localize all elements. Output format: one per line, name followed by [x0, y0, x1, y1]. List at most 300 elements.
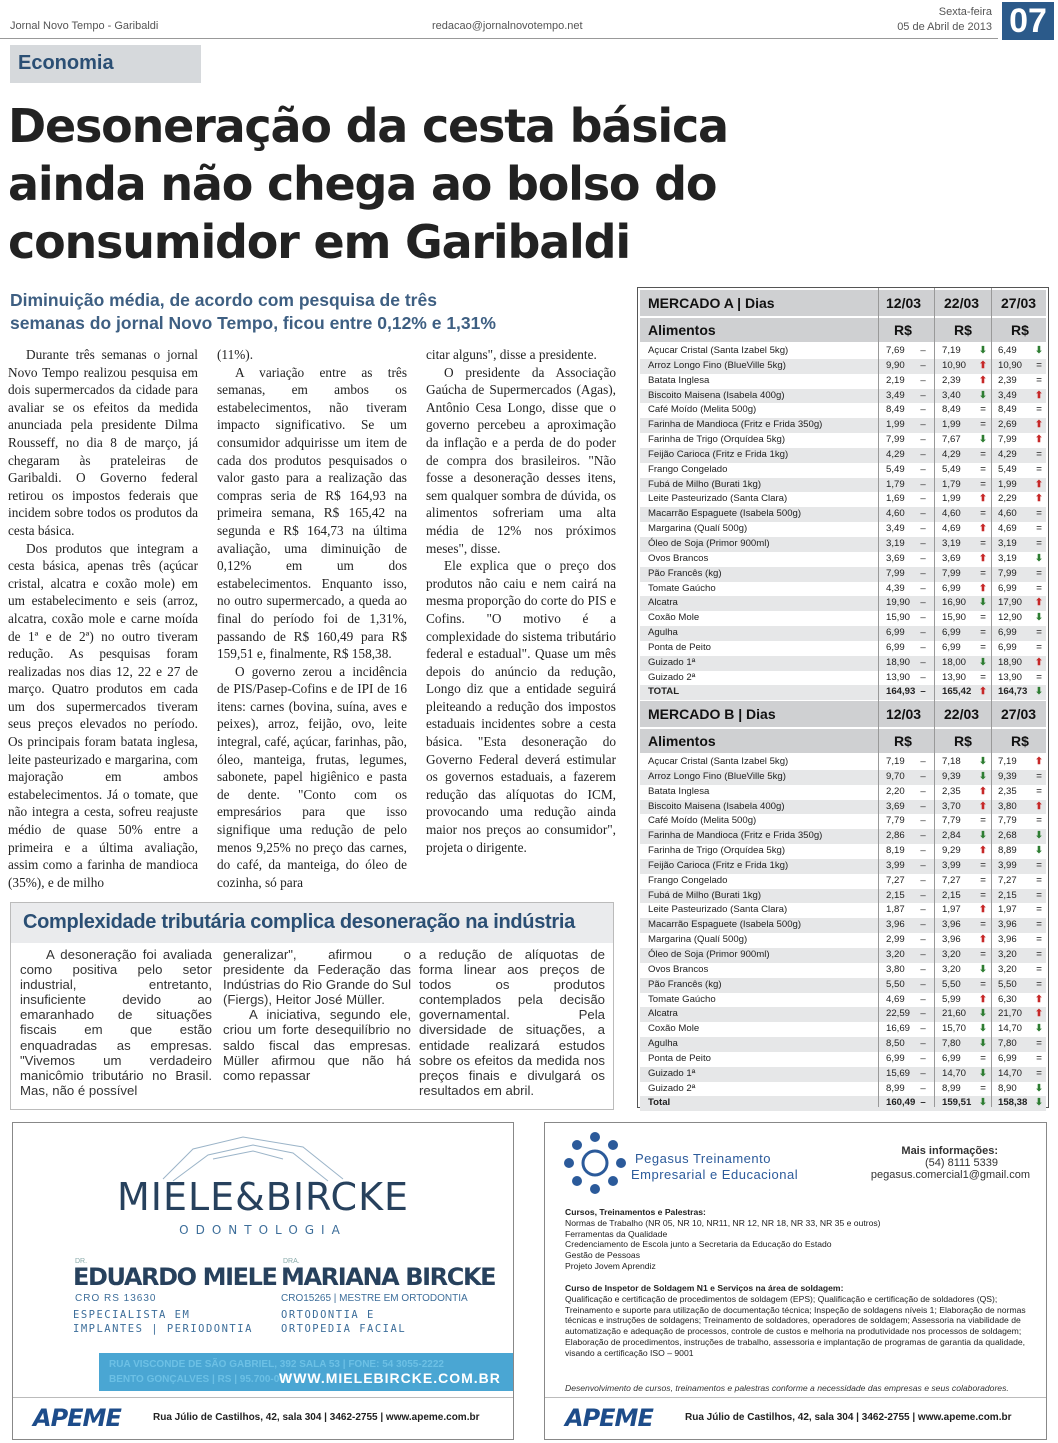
- equal-icon: =: [1036, 978, 1042, 990]
- column-date-2: 22/03: [944, 295, 980, 311]
- equal-icon: =: [1036, 508, 1042, 520]
- doctor-cro: CRO15265 | MESTRE EM ORTODONTIA: [281, 1293, 468, 1304]
- table-header: [640, 701, 1046, 727]
- trend-marker: –: [920, 597, 926, 609]
- price-22-03: 15,70: [942, 1023, 967, 1035]
- price-12-03: 13,90: [886, 671, 911, 683]
- trend-marker: –: [920, 904, 926, 916]
- arrow-down-icon: ⬇: [978, 1023, 988, 1035]
- item-name: Alcatra: [648, 1008, 678, 1020]
- table-row: [640, 800, 1046, 815]
- price-27-03: 3,96: [998, 919, 1017, 931]
- item-name: Coxão Mole: [648, 1023, 700, 1035]
- trend-marker: –: [920, 656, 926, 668]
- price-12-03: 7,99: [886, 434, 905, 446]
- price-12-03: 2,99: [886, 934, 905, 946]
- brand-name: MIELE&BIRCKE: [116, 1175, 410, 1219]
- sidebar-paragraph: A iniciativa, segundo ele, criou um forte desequilíbrio no saldo fiscal das empresas. Müller afirmou que não há como repassar: [223, 1007, 411, 1083]
- item-name: Café Moído (Melita 500g): [648, 815, 757, 827]
- trend-marker: –: [920, 419, 926, 431]
- price-27-03: 2,39: [998, 374, 1017, 386]
- item-name: Ovos Brancos: [648, 963, 709, 975]
- price-27-03: 7,99: [998, 567, 1017, 579]
- price-22-03: 2,84: [942, 830, 961, 842]
- table-body: [640, 344, 1046, 700]
- price-tables: [637, 287, 1049, 1108]
- arrow-down-icon: ⬇: [978, 1038, 988, 1050]
- trend-marker: –: [920, 686, 926, 698]
- page-header: [0, 0, 1058, 42]
- column-divider: [934, 288, 935, 1107]
- item-name: Batata Inglesa: [648, 374, 710, 386]
- price-22-03: 3,19: [942, 537, 961, 549]
- table-row: [640, 641, 1046, 656]
- price-22-03: 7,19: [942, 345, 961, 356]
- apeme-logo: APEME: [565, 1404, 653, 1432]
- item-name: Guizado 1ª: [648, 656, 696, 668]
- arrow-down-icon: ⬇: [978, 597, 988, 609]
- trend-marker: –: [920, 859, 926, 871]
- article-paragraph: Durante três semanas o jornal Novo Tempo realizou pesquisa em dois supermercados da cidade para avaliar se os efeitos da medida anunciada pela presidente Dilma Rousseff, no dia 8 de março, já chegaram às prateleiras de Garibaldi. O Governo federal retirou os impostos federais que incidem sobre todos os produtos da cesta básica.: [8, 347, 198, 538]
- table-title: MERCADO B | Dias: [648, 706, 776, 722]
- sidebar-article-title: Complexidade tributária complica desoneração na indústria: [23, 911, 575, 933]
- table-row: [640, 478, 1046, 493]
- price-27-03: 4,60: [998, 508, 1017, 520]
- arrow-up-icon: ⬆: [978, 904, 988, 916]
- arrow-up-icon: ⬆: [1034, 993, 1044, 1005]
- apeme-footer: [545, 1397, 1047, 1439]
- equal-icon: =: [1036, 948, 1042, 960]
- item-name: Guizado 2ª: [648, 1082, 696, 1094]
- trend-marker: –: [920, 582, 926, 594]
- item-name: Frango Congelado: [648, 874, 728, 886]
- price-12-03: 3,69: [886, 800, 905, 812]
- article-paragraph: Ele explica que o preço dos produtos não caiu e nem cairá na mesma proporção do corte do PIS e Cofins. "O motivo é a complexidade do sistema tributário federal e estadual". Quase um mês depois do anúncio da redução, Longo diz que a entidade seguirá pleiteando a redução dos impostos estaduais incidentes sobre a cesta básica. "Esta desoneração do Governo Federal deverá estimular os governos estaduais, a fazerem redução das alíquotas do ICM, provocando uma redução ainda maior nos preços ao consumidor", projeta o dirigente.: [426, 558, 616, 855]
- price-12-03: 8,49: [886, 404, 905, 416]
- equal-icon: =: [980, 948, 986, 960]
- price-27-03: 2,35: [998, 785, 1017, 797]
- arrow-up-icon: ⬆: [1034, 493, 1044, 505]
- table-row: [640, 492, 1046, 507]
- price-27-03: 6,49: [998, 345, 1017, 356]
- table-row: [640, 785, 1046, 800]
- trend-marker: –: [920, 800, 926, 812]
- price-27-03: 10,90: [998, 359, 1023, 371]
- table-row: [640, 567, 1046, 582]
- equal-icon: =: [1036, 374, 1042, 386]
- apeme-footer: [13, 1397, 514, 1439]
- headline-line-3: consumidor em Garibaldi: [8, 215, 630, 269]
- equal-icon: =: [1036, 919, 1042, 931]
- price-27-03: 7,79: [998, 815, 1017, 827]
- price-12-03: 5,49: [886, 463, 905, 475]
- price-27-03: 6,99: [998, 641, 1017, 653]
- price-22-03: 6,99: [942, 1052, 961, 1064]
- equal-icon: =: [1036, 1038, 1042, 1050]
- price-12-03: 3,96: [886, 919, 905, 931]
- sidebar-paragraph: a redução de alíquotas de forma linear aos preços de todos os produtos contemplados pela decisão governamental. Pela diversidade de situações, a entidade realizará estudos sobre os efeitos da medida nos preços finais e divulgará os resultados em abril.: [419, 947, 605, 1098]
- price-12-03: 7,69: [886, 345, 905, 356]
- trend-marker: –: [920, 785, 926, 797]
- arrow-down-icon: ⬇: [978, 770, 988, 782]
- sidebar-paragraph: generalizar", afirmou o presidente da Federação das Indústrias do Rio Grande do Sul (Fiergs), Heitor José Müller.: [223, 947, 411, 1008]
- price-27-03: 9,39: [998, 770, 1017, 782]
- price-27-03: 3,49: [998, 389, 1017, 401]
- column-items: Alimentos: [648, 733, 716, 749]
- item-name: Macarrão Espaguete (Isabela 500g): [648, 919, 802, 931]
- price-22-03: 5,50: [942, 978, 961, 990]
- price-22-03: 6,99: [942, 627, 961, 639]
- arrow-down-icon: ⬇: [1034, 1082, 1044, 1094]
- price-12-03: 3,19: [886, 537, 905, 549]
- price-12-03: 8,99: [886, 1082, 905, 1094]
- arrow-up-icon: ⬆: [1034, 389, 1044, 401]
- price-22-03: 9,29: [942, 845, 961, 857]
- arrow-up-icon: ⬆: [978, 845, 988, 857]
- equal-icon: =: [980, 1052, 986, 1064]
- trend-marker: –: [920, 641, 926, 653]
- price-22-03: 7,27: [942, 874, 961, 886]
- price-22-03: 2,39: [942, 374, 961, 386]
- arrow-down-icon: ⬇: [1034, 552, 1044, 564]
- course-item: Gestão de Pessoas: [565, 1250, 641, 1261]
- column-date-1: 12/03: [886, 295, 922, 311]
- column-currency-3: R$: [1011, 733, 1029, 749]
- table-title: MERCADO A | Dias: [648, 295, 775, 311]
- column-currency-2: R$: [954, 322, 972, 338]
- trend-marker: –: [920, 567, 926, 579]
- subheadline: [10, 289, 610, 335]
- table-subheader: [640, 318, 1046, 342]
- item-name: Ovos Brancos: [648, 552, 709, 564]
- price-12-03: 6,99: [886, 641, 905, 653]
- subheadline-line-2: semanas do jornal Novo Tempo, ficou entre 0,12% e 1,31%: [10, 313, 496, 333]
- price-27-03: 4,29: [998, 448, 1017, 460]
- price-12-03: 15,69: [886, 1067, 911, 1079]
- trend-marker: –: [920, 1052, 926, 1064]
- item-name: Tomate Gaúcho: [648, 993, 716, 1005]
- arrow-up-icon: ⬆: [978, 552, 988, 564]
- arrow-down-icon: ⬇: [978, 756, 988, 767]
- item-name: Guizado 2ª: [648, 671, 696, 683]
- arrow-down-icon: ⬇: [978, 963, 988, 975]
- table-row: [640, 448, 1046, 463]
- item-name: Alcatra: [648, 597, 678, 609]
- price-27-03: 3,20: [998, 948, 1017, 960]
- price-12-03: 4,60: [886, 508, 905, 520]
- item-name: Pão Francês (kg): [648, 978, 722, 990]
- item-name: Óleo de Soja (Primor 900ml): [648, 537, 770, 549]
- price-27-03: 3,19: [998, 537, 1017, 549]
- price-22-03: 7,67: [942, 434, 961, 446]
- item-name: Macarrão Espaguete (Isabela 500g): [648, 508, 802, 520]
- price-12-03: 1,99: [886, 419, 905, 431]
- clinic-website-link[interactable]: WWW.MIELEBIRCKE.COM.BR: [279, 1370, 501, 1386]
- address-line: BENTO GONÇALVES | RS | 95.700-000: [109, 1374, 291, 1385]
- arrow-up-icon: ⬆: [1034, 756, 1044, 767]
- item-name: Açucar Cristal (Santa Izabel 5kg): [648, 345, 789, 356]
- column-currency-1: R$: [894, 733, 912, 749]
- trend-marker: –: [920, 404, 926, 416]
- column-divider: [878, 288, 879, 1107]
- arrow-down-icon: ⬇: [1034, 345, 1044, 356]
- price-27-03: 2,68: [998, 830, 1017, 842]
- price-22-03: 5,49: [942, 463, 961, 475]
- item-name: Frango Congelado: [648, 463, 728, 475]
- price-table-market-a: [640, 290, 1046, 700]
- equal-icon: =: [980, 919, 986, 931]
- contact-phone: (54) 8111 5339: [925, 1157, 998, 1169]
- price-12-03: 22,59: [886, 1008, 911, 1020]
- arrow-down-icon: ⬇: [978, 434, 988, 446]
- course-item: Credenciamento de Escola junto a Secretaria da Educação do Estado: [565, 1239, 832, 1250]
- price-12-03: 16,69: [886, 1023, 911, 1035]
- price-27-03: 14,70: [998, 1023, 1023, 1035]
- table-row: [640, 963, 1046, 978]
- item-name: Farinha de Mandioca (Fritz e Frida 350g): [648, 419, 823, 431]
- trend-marker: –: [920, 815, 926, 827]
- price-27-03: 7,80: [998, 1038, 1017, 1050]
- equal-icon: =: [1036, 815, 1042, 827]
- apeme-address: Rua Júlio de Castilhos, 42, sala 304 | 3462-2755 | www.apeme.com.br: [153, 1412, 480, 1423]
- equal-icon: =: [1036, 934, 1042, 946]
- price-22-03: 4,60: [942, 508, 961, 520]
- sidebar-paragraph: A desoneração foi avaliada como positiva pelo setor industrial, entretanto, insuficiente devido ao emaranhado de situações fiscais em que estão enquadradas as empresas. "Vivemos um verdadeiro manicômio tributário no Brasil. Mas, não é possível: [20, 947, 212, 1098]
- arrow-up-icon: ⬆: [978, 800, 988, 812]
- price-12-03: 5,50: [886, 978, 905, 990]
- arrow-up-icon: ⬆: [1034, 656, 1044, 668]
- equal-icon: =: [1036, 785, 1042, 797]
- price-27-03: 6,99: [998, 627, 1017, 639]
- sidebar-column-2: [223, 947, 411, 1083]
- ad-footnote: Desenvolvimento de cursos, treinamentos e palestras conforme a necessidade das empresas e seus colaboradores.: [565, 1383, 1009, 1393]
- issue-date: 05 de Abril de 2013: [897, 21, 992, 33]
- price-22-03: 7,99: [942, 567, 961, 579]
- arrow-down-icon: ⬇: [1034, 845, 1044, 857]
- newsroom-email[interactable]: redacao@jornalnovotempo.net: [432, 20, 583, 32]
- trend-marker: –: [920, 345, 926, 356]
- trend-marker: –: [920, 1023, 926, 1035]
- price-22-03: 165,42: [942, 686, 972, 698]
- header-rule: [0, 38, 998, 39]
- price-22-03: 6,99: [942, 641, 961, 653]
- trend-marker: –: [920, 448, 926, 460]
- article-paragraph: O governo zerou a incidência de PIS/Pasep-Cofins e de IPI de 16 itens: carnes (bovina, suína, aves e peixes), arroz, feijão, ovo, leite integral, café, açúcar, farinhas, pão, óleo, manteiga, frutas, legumes, sabonete, papel higiênico e pasta de dente. "Conto com os empresários para que isso signifique uma redução de pelo menos 9,25% no preço das carnes, do café, da manteiga, do óleo de cozinha, só para: [217, 663, 407, 890]
- price-27-03: 6,99: [998, 1052, 1017, 1064]
- trend-marker: –: [920, 948, 926, 960]
- company-name-line-2: Empresarial e Educacional: [631, 1167, 799, 1182]
- table-row: [640, 755, 1046, 770]
- price-27-03: 3,19: [998, 552, 1017, 564]
- equal-icon: =: [1036, 359, 1042, 371]
- arrow-down-icon: ⬇: [1034, 1023, 1044, 1035]
- course-item: Normas de Trabalho (NR 05, NR 10, NR11, NR 12, NR 18, NR 33, NR 35 e outros): [565, 1217, 881, 1228]
- equal-icon: =: [1036, 537, 1042, 549]
- price-22-03: 3,96: [942, 934, 961, 946]
- table-row: [640, 596, 1046, 611]
- equal-icon: =: [980, 612, 986, 624]
- advertisement-miele-bircke[interactable]: [12, 1122, 514, 1440]
- price-22-03: 8,49: [942, 404, 961, 416]
- equal-icon: =: [980, 874, 986, 886]
- price-22-03: 3,40: [942, 389, 961, 401]
- column-currency-2: R$: [954, 733, 972, 749]
- price-12-03: 8,19: [886, 845, 905, 857]
- price-27-03: 8,89: [998, 845, 1017, 857]
- table-row: [640, 1007, 1046, 1022]
- price-12-03: 9,70: [886, 770, 905, 782]
- table-row: [640, 1037, 1046, 1052]
- table-row: [640, 903, 1046, 918]
- arrow-down-icon: ⬇: [978, 345, 988, 356]
- price-27-03: 5,49: [998, 463, 1017, 475]
- equal-icon: =: [980, 889, 986, 901]
- price-12-03: 9,90: [886, 359, 905, 371]
- price-22-03: 4,69: [942, 523, 961, 535]
- price-27-03: 3,80: [998, 800, 1017, 812]
- table-row: [640, 874, 1046, 889]
- price-27-03: 8,49: [998, 404, 1017, 416]
- price-27-03: 13,90: [998, 671, 1023, 683]
- equal-icon: =: [1036, 770, 1042, 782]
- equal-icon: =: [1036, 904, 1042, 916]
- equal-icon: =: [1036, 1067, 1042, 1079]
- specialty-line: IMPLANTES | PERIODONTIA: [73, 1323, 253, 1335]
- item-name: Leite Pasteurizado (Santa Clara): [648, 904, 788, 916]
- price-22-03: 2,35: [942, 785, 961, 797]
- article-column-1: [8, 346, 198, 891]
- price-22-03: 3,70: [942, 800, 961, 812]
- equal-icon: =: [1036, 1052, 1042, 1064]
- price-27-03: 3,96: [998, 934, 1017, 946]
- equal-icon: =: [1036, 567, 1042, 579]
- trend-marker: –: [920, 874, 926, 886]
- apeme-address: Rua Júlio de Castilhos, 42, sala 304 | 3462-2755 | www.apeme.com.br: [685, 1412, 1012, 1423]
- table-row: [640, 389, 1046, 404]
- course-item: Projeto Jovem Aprendiz: [565, 1260, 656, 1271]
- price-27-03: 8,90: [998, 1082, 1017, 1094]
- price-27-03: 1,99: [998, 478, 1017, 490]
- pegasus-logo-icon: [561, 1129, 629, 1197]
- advertisement-pegasus[interactable]: [544, 1122, 1047, 1440]
- headline: [8, 97, 908, 271]
- price-22-03: 4,29: [942, 448, 961, 460]
- company-name-line-1: Pegasus Treinamento: [635, 1151, 771, 1166]
- weekday: Sexta-feira: [938, 6, 992, 18]
- equal-icon: =: [1036, 463, 1042, 475]
- apeme-logo: APEME: [33, 1404, 121, 1432]
- table-row: [640, 433, 1046, 448]
- courses-list: [565, 1207, 1045, 1272]
- price-27-03: 6,99: [998, 582, 1017, 594]
- table-row: [640, 993, 1046, 1008]
- article-column-2: [217, 346, 407, 891]
- item-name: Feijão Carioca (Fritz e Frida 1kg): [648, 448, 789, 460]
- price-27-03: 2,15: [998, 889, 1017, 901]
- item-name: Total: [648, 1097, 671, 1109]
- price-22-03: 3,99: [942, 859, 961, 871]
- trend-marker: –: [920, 463, 926, 475]
- price-12-03: 2,20: [886, 785, 905, 797]
- headline-line-1: Desoneração da cesta básica: [8, 99, 728, 153]
- table-body: [640, 755, 1046, 1111]
- table-header: [640, 290, 1046, 316]
- contact-email[interactable]: pegasus.comercial1@gmail.com: [870, 1169, 1030, 1181]
- trend-marker: –: [920, 845, 926, 857]
- headline-line-2: ainda não chega ao bolso do: [8, 157, 717, 211]
- table-row: [640, 844, 1046, 859]
- trend-marker: –: [920, 671, 926, 683]
- price-22-03: 1,99: [942, 493, 961, 505]
- trend-marker: –: [920, 523, 926, 535]
- trend-marker: –: [920, 830, 926, 842]
- trend-marker: –: [920, 756, 926, 767]
- trend-marker: –: [920, 508, 926, 520]
- trend-marker: –: [920, 978, 926, 990]
- price-27-03: 14,70: [998, 1067, 1023, 1079]
- arrow-down-icon: ⬇: [1034, 830, 1044, 842]
- column-currency-1: R$: [894, 322, 912, 338]
- equal-icon: =: [980, 404, 986, 416]
- doctor-specialty: [281, 1308, 406, 1336]
- item-name: Pão Francês (kg): [648, 567, 722, 579]
- table-row: [640, 889, 1046, 904]
- arrow-down-icon: ⬇: [1034, 612, 1044, 624]
- trend-marker: –: [920, 919, 926, 931]
- item-name: Margarina (Qualí 500g): [648, 523, 748, 535]
- table-row: [640, 582, 1046, 597]
- price-27-03: 7,99: [998, 434, 1017, 446]
- arrow-up-icon: ⬆: [978, 523, 988, 535]
- item-name: Tomate Gaúcho: [648, 582, 716, 594]
- price-12-03: 7,79: [886, 815, 905, 827]
- price-12-03: 4,39: [886, 582, 905, 594]
- column-items: Alimentos: [648, 322, 716, 338]
- price-22-03: 7,80: [942, 1038, 961, 1050]
- price-12-03: 1,79: [886, 478, 905, 490]
- equal-icon: =: [980, 671, 986, 683]
- price-27-03: 3,99: [998, 859, 1017, 871]
- specialty-line: ORTODONTIA E: [281, 1309, 375, 1321]
- item-name: Ponta de Peito: [648, 1052, 711, 1064]
- table-row: [640, 770, 1046, 785]
- equal-icon: =: [1036, 859, 1042, 871]
- price-12-03: 2,19: [886, 374, 905, 386]
- item-name: Guizado 1ª: [648, 1067, 696, 1079]
- item-name: Farinha de Trigo (Orquídea 5kg): [648, 845, 786, 857]
- arrow-up-icon: ⬆: [978, 359, 988, 371]
- column-divider: [991, 288, 992, 1107]
- arrow-up-icon: ⬆: [1034, 478, 1044, 490]
- table-row: [640, 418, 1046, 433]
- price-22-03: 1,79: [942, 478, 961, 490]
- arrow-up-icon: ⬆: [1034, 434, 1044, 446]
- price-22-03: 5,99: [942, 993, 961, 1005]
- arrow-up-icon: ⬆: [1034, 597, 1044, 609]
- price-22-03: 6,99: [942, 582, 961, 594]
- item-name: Ponta de Peito: [648, 641, 711, 653]
- price-12-03: 7,27: [886, 874, 905, 886]
- price-27-03: 21,70: [998, 1008, 1023, 1020]
- table-row: [640, 403, 1046, 418]
- sidebar-column-1: [20, 947, 212, 1098]
- table-row: [640, 344, 1046, 359]
- brand-subtitle: ODONTOLOGIA: [179, 1223, 347, 1237]
- more-info-label: Mais informações:: [901, 1145, 998, 1157]
- table-row: [640, 671, 1046, 686]
- item-name: Arroz Longo Fino (BlueVille 5kg): [648, 359, 786, 371]
- trend-marker: –: [920, 934, 926, 946]
